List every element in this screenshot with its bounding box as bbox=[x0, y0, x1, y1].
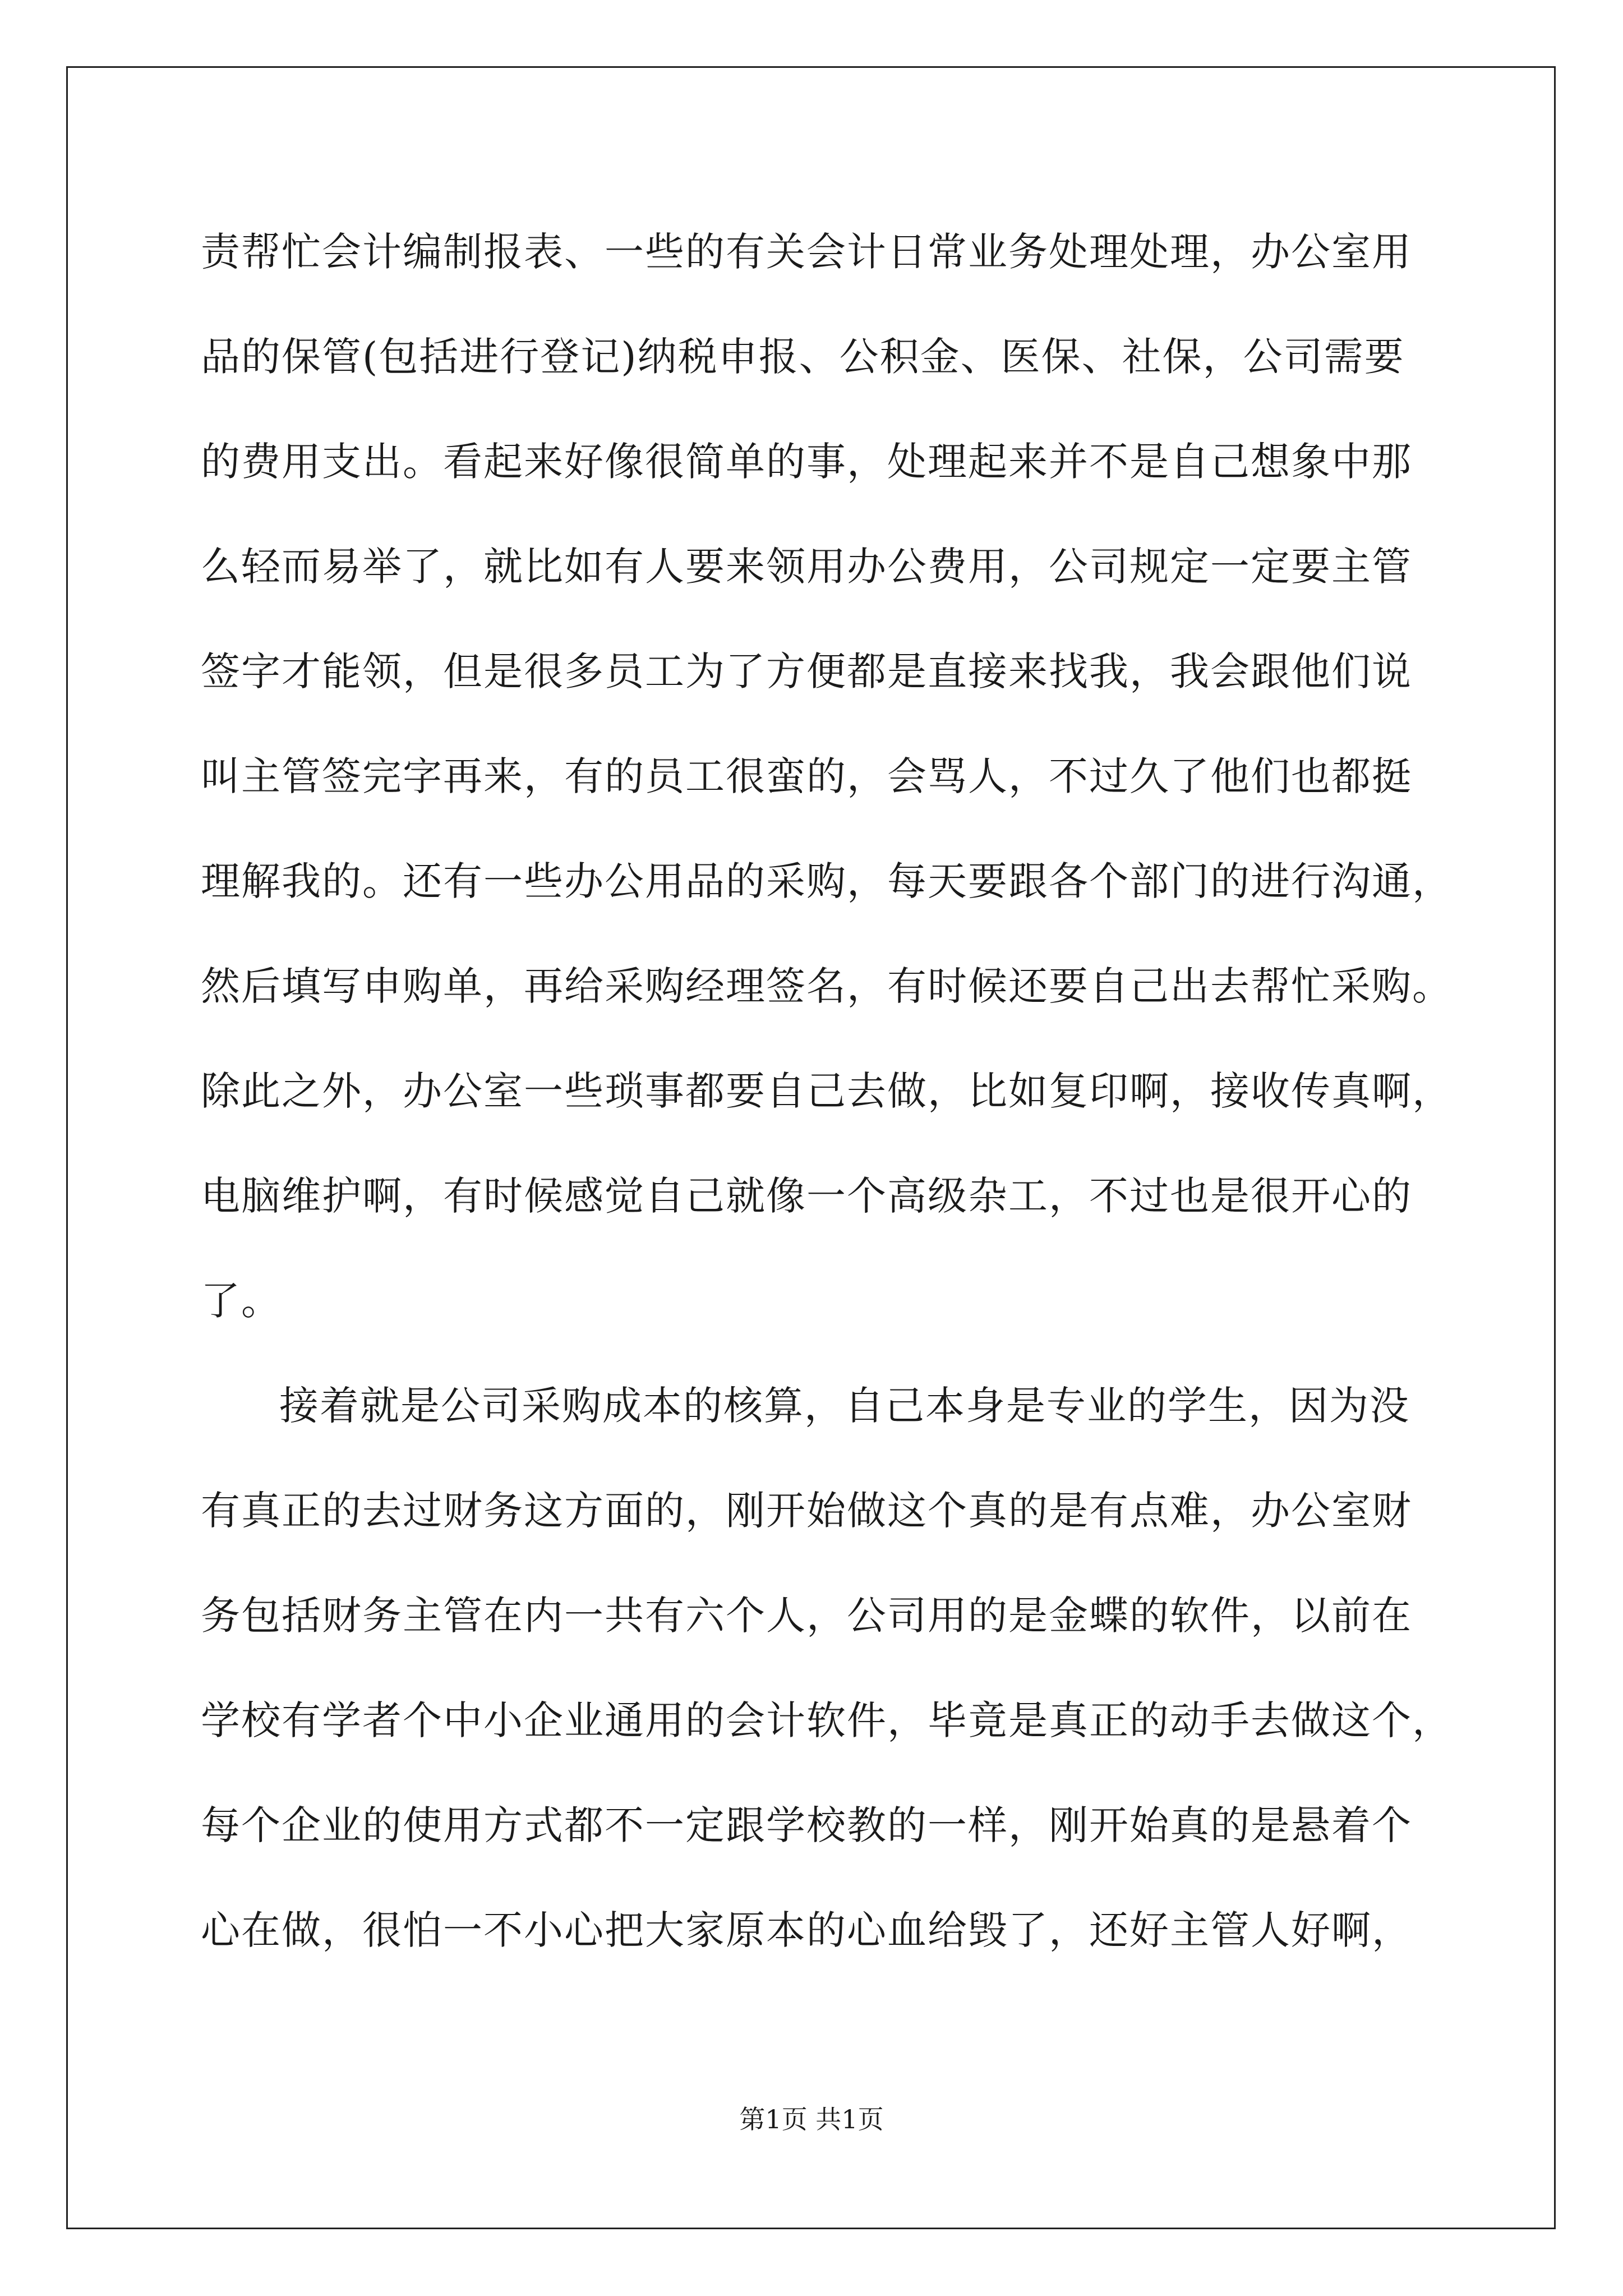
text-line: 了。 bbox=[201, 1278, 282, 1324]
text-line: 责帮忙会计编制报表、一些的有关会计日常业务处理处理，办公室用 bbox=[201, 229, 1412, 275]
text-line: 每个企业的使用方式都不一定跟学校教的一样，刚开始真的是悬着个 bbox=[201, 1802, 1412, 1848]
text-line: 除此之外，办公室一些琐事都要自己去做，比如复印啊，接收传真啊， bbox=[201, 1068, 1453, 1114]
text-line: 有真正的去过财务这方面的，刚开始做这个真的是有点难，办公室财 bbox=[201, 1488, 1412, 1534]
text-line: 叫主管签完字再来，有的员工很蛮的，会骂人，不过久了他们也都挺 bbox=[201, 753, 1412, 799]
text-line: 的费用支出。看起来好像很简单的事，处理起来并不是自己想象中那 bbox=[201, 439, 1412, 485]
text-line: 么轻而易举了，就比如有人要来领用办公费用，公司规定一定要主管 bbox=[201, 544, 1412, 590]
text-line: 理解我的。还有一些办公用品的采购，每天要跟各个部门的进行沟通， bbox=[201, 858, 1453, 904]
text-line: 品的保管(包括进行登记)纳税申报、公积金、医保、社保，公司需要 bbox=[201, 334, 1405, 380]
paragraph-first-line: 接着就是公司采购成本的核算，自己本身是专业的学生，因为没 bbox=[279, 1383, 1410, 1429]
text-line: 务包括财务主管在内一共有六个人，公司用的是金蝶的软件，以前在 bbox=[201, 1593, 1412, 1639]
text-line: 电脑维护啊，有时候感觉自己就像一个高级杂工，不过也是很开心的 bbox=[201, 1173, 1412, 1219]
text-line: 签字才能领，但是很多员工为了方便都是直接来找我，我会跟他们说 bbox=[201, 648, 1412, 694]
page-number: 第1页 共1页 bbox=[739, 2104, 884, 2134]
text-line: 然后填写申购单，再给采购经理签名，有时候还要自己出去帮忙采购。 bbox=[201, 963, 1453, 1009]
text-line: 学校有学者个中小企业通用的会计软件，毕竟是真正的动手去做这个， bbox=[201, 1697, 1453, 1743]
text-line: 心在做，很怕一不小心把大家原本的心血给毁了，还好主管人好啊， bbox=[201, 1907, 1412, 1953]
